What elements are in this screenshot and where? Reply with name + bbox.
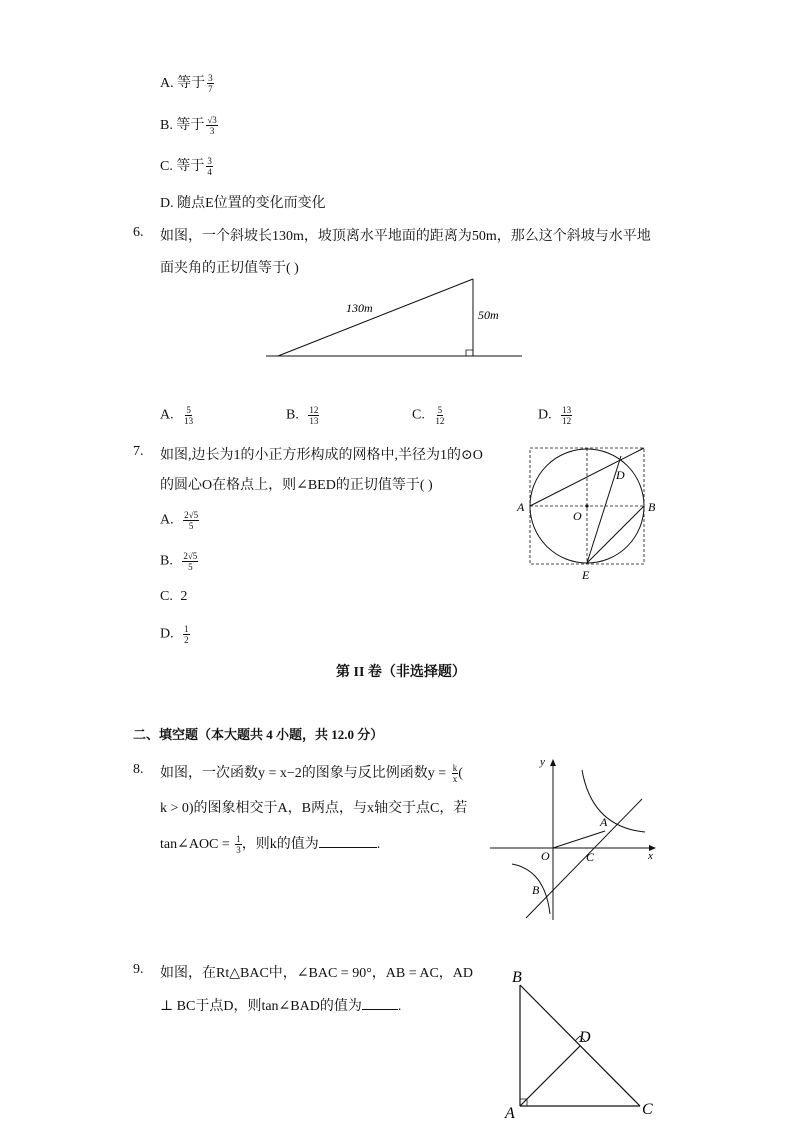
q9-number: 9. [133, 962, 144, 977]
point-b-label: B [512, 969, 522, 986]
q7-option-b[interactable] [160, 551, 198, 572]
q5-option-c[interactable] [160, 155, 213, 177]
fraction-denominator: 13 [184, 416, 194, 426]
center-point [585, 504, 588, 507]
q6-stem-line1: 如图，一个斜坡长130m，坡顶离水平地面的距离为50m，那么这个斜坡与水平地 [160, 229, 651, 244]
fraction [434, 405, 445, 426]
segment-ad [530, 448, 644, 506]
fraction-denominator: x [452, 774, 458, 785]
section2-heading: 二、填空题（本大题共 4 小题，共 12.0 分） [133, 727, 384, 742]
q6-number: 6. [133, 225, 144, 240]
y-axis-label: y [540, 756, 545, 768]
fraction-denominator: 7 [208, 84, 213, 95]
q6-option-c[interactable] [412, 405, 445, 426]
option-label: B. [286, 407, 299, 423]
fraction-numerator: 2√5 [183, 551, 198, 561]
fraction-numerator: 12 [309, 405, 319, 415]
q8-function-graph-figure [490, 752, 662, 924]
option-label: A. [160, 407, 174, 423]
q7-circle-grid-figure [512, 442, 662, 584]
fraction-numerator: 2√5 [184, 510, 199, 520]
fraction-denominator: 3 [236, 845, 241, 856]
q5-option-b[interactable] [160, 114, 218, 136]
fraction-numerator: 5 [437, 405, 443, 415]
q8-stem-line3 [160, 833, 380, 855]
fraction-denominator: 4 [207, 167, 212, 178]
fraction-numerator: 13 [562, 405, 572, 415]
option-text: 等于 [177, 76, 206, 91]
point-b-label: B [648, 500, 656, 514]
option-label: D. [160, 626, 174, 642]
fraction [183, 510, 199, 531]
answer-blank[interactable] [319, 835, 377, 848]
fraction [308, 405, 319, 426]
option-label: B. [160, 118, 173, 133]
fraction-denominator: 12 [435, 416, 445, 426]
q7-option-c[interactable] [160, 589, 187, 605]
point-a-label: A [505, 1105, 515, 1120]
fraction [183, 624, 190, 645]
point-b-label: B [532, 883, 540, 897]
fraction [206, 115, 217, 136]
point-c-label: C [642, 1101, 653, 1118]
fraction-numerator: 5 [186, 405, 191, 415]
point-a-label: A [517, 500, 525, 514]
point-c-label: C [586, 850, 595, 864]
q9-text: . [397, 999, 402, 1014]
q6-option-d[interactable] [538, 405, 572, 426]
origin-label: O [541, 849, 550, 863]
fraction [561, 405, 572, 426]
fraction-numerator: 3 [208, 73, 213, 84]
option-label: B. [160, 553, 173, 569]
y-axis-arrow [550, 759, 556, 766]
fraction-denominator: 5 [188, 521, 194, 531]
fraction [182, 551, 198, 572]
point-d-label: D [579, 1029, 591, 1046]
option-label: D. [160, 196, 174, 211]
point-a-label: A [600, 815, 608, 829]
option-label: D. [538, 407, 552, 423]
slope-length-label: 130m [346, 301, 373, 315]
fraction-numerator: 3 [207, 156, 212, 167]
hyperbola-branch-1 [582, 770, 645, 832]
q7-stem-line1: 如图,边长为1的小正方形构成的网格中,半径为1的⊙O [160, 448, 483, 463]
hyperbola-branch-2 [512, 864, 550, 914]
part2-title: 第 II 卷（非选择题） [336, 665, 466, 680]
q9-stem-line2 [160, 995, 401, 1015]
q5-option-d[interactable] [160, 192, 326, 212]
option-label: A. [160, 512, 174, 528]
option-label: A. [160, 76, 174, 91]
option-text: 等于 [176, 118, 205, 133]
fraction-denominator: 12 [562, 416, 572, 426]
q6-stem-line2: 面夹角的正切值等于( ) [160, 261, 299, 276]
q9-text: ⊥ BC于点D，则tan∠BAD的值为 [160, 999, 362, 1014]
option-label: C. [160, 159, 173, 174]
q8-number: 8. [133, 762, 144, 777]
q8-stem-line2: k > 0)的图象相交于A，B两点，与x轴交于点C，若 [160, 801, 468, 816]
q6-option-a[interactable] [160, 405, 194, 426]
q7-stem-line2: 的圆心O在格点上，则∠BED的正切值等于( ) [160, 478, 433, 493]
q9-right-triangle-figure [500, 962, 662, 1120]
fraction [206, 156, 213, 177]
q8-text: tan∠AOC = [160, 837, 234, 852]
x-axis-label: x [648, 850, 653, 862]
q6-option-b[interactable] [286, 405, 319, 426]
q5-option-a[interactable] [160, 72, 214, 94]
q7-number: 7. [133, 444, 144, 459]
option-text: 2 [180, 589, 188, 604]
point-d-label: D [616, 468, 625, 482]
q8-stem-line1 [160, 762, 463, 784]
option-label: C. [160, 589, 173, 604]
height-label: 50m [478, 308, 499, 322]
answer-blank[interactable] [362, 997, 398, 1010]
fraction-denominator: 5 [188, 562, 193, 572]
q7-option-a[interactable] [160, 510, 199, 531]
fraction-numerator: k [452, 763, 458, 774]
fraction-denominator: 13 [309, 416, 319, 426]
q8-text: 如图，一次函数y = x−2的图象与反比例函数y = [160, 766, 450, 781]
point-o-label: O [573, 509, 582, 523]
option-text: 等于 [176, 159, 205, 174]
q8-text: ( [458, 766, 463, 781]
slope-line [278, 279, 473, 356]
right-angle-mark [466, 350, 473, 356]
option-label: C. [412, 407, 425, 423]
option-text: 随点E位置的变化而变化 [177, 196, 326, 211]
q7-option-d[interactable] [160, 624, 190, 645]
fraction-numerator: √3 [207, 115, 217, 126]
fraction-denominator: 3 [209, 126, 215, 137]
point-e-label: E [582, 568, 590, 582]
fraction-numerator: 1 [236, 834, 241, 845]
q8-text: ，则k的值为 [241, 837, 319, 852]
fraction-numerator: 1 [184, 624, 189, 634]
q9-stem-line1: 如图，在Rt△BAC中，∠BAC = 90°，AB = AC，AD [160, 966, 474, 981]
q6-slope-figure [260, 272, 530, 364]
segment-ad [520, 1046, 580, 1106]
fraction [183, 405, 194, 426]
fraction-denominator: 2 [184, 635, 189, 645]
fraction [207, 73, 214, 94]
q8-text: . [376, 837, 381, 852]
